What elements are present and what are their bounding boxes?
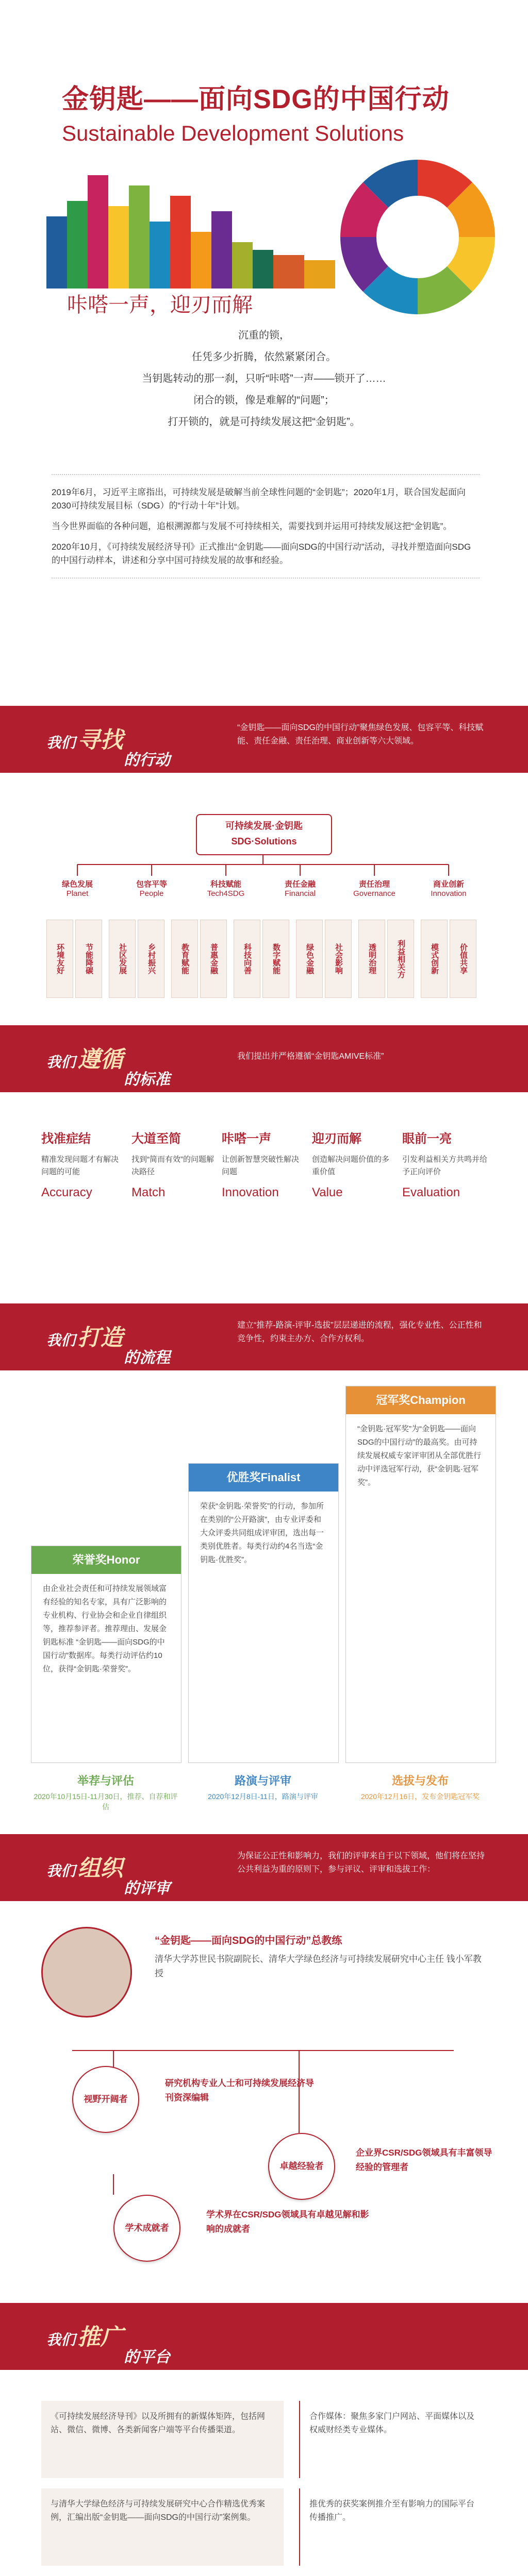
hero-title-en: Sustainable Development Solutions — [62, 121, 404, 145]
intro-paragraph: 2019年6月，习近平主席指出，可持续发展是破解当前全球性问题的“金钥匙”；2020年1月，联合国发起面向2030可持续发展目标（SDG）的“行动十年”计划。 — [52, 487, 466, 511]
poem-line: 闭合的锁，像是难解的“问题”； — [193, 395, 335, 406]
category-tile: 数字赋能 — [262, 920, 289, 998]
coach-title: “金钥匙——面向SDG的中国行动”总教练 — [155, 1935, 342, 1946]
award-champion: 冠军奖Champion “金钥匙·冠军奖”为“金钥匙——面向SDG的中国行动”的最高奖。由可持续发展权威专家评审团从全部优胜行动中评选冠军行动，获“金钥匙·冠军奖”。 — [345, 1386, 496, 1763]
sdg-ring-key-icon — [325, 144, 510, 330]
hero — [0, 0, 528, 515]
judge-connector-lines — [62, 2040, 474, 2226]
platform-right-2: 推优秀的获奖案例推介至有影响力的国际平台传播推广。 — [299, 2488, 485, 2566]
category-tech: 科技赋能 Tech4SDG — [207, 880, 245, 898]
section-banner-process — [0, 1303, 528, 1370]
criterion-match: 大道至简 找到“简而有效”的问题解决路径 Match — [131, 1132, 214, 1199]
criterion-value: 迎刃而解 创造解决问题价值的多重价值 Value — [312, 1132, 390, 1199]
category-tile: 利益相关方 — [387, 920, 414, 998]
poem-line: 任凭多少折腾，依然紧紧闭合。 — [192, 351, 336, 363]
judge-circle-2: 卓越经验者 — [268, 2133, 335, 2200]
judge-text-3: 学术界在CSR/SDG领域具有卓越见解和影响的成就者 — [206, 2210, 369, 2234]
poem-line: 打开锁的，就是可持续发展这把“金钥匙”。 — [168, 416, 360, 428]
stage-3: 选拔与发布 2020年12月16日，发布金钥匙冠军奖 — [360, 1774, 480, 1801]
category-tile: 环境友好 — [46, 920, 73, 998]
category-financial: 责任金融 Financial — [284, 880, 316, 898]
category-tile: 普惠金融 — [200, 920, 227, 998]
section-banner-standards — [0, 1025, 528, 1092]
judge-circle-1: 视野开阔者 — [72, 2066, 139, 2133]
banner-desc: 建立“推荐-路演-评审-选拔”层层递进的流程，强化专业性、公正性和竞争性，约束主办方、合作方权利。 — [237, 1321, 482, 1343]
category-governance: 责任治理 Governance — [353, 880, 395, 898]
intro-paragraph: 当今世界面临的各种问题，追根溯源都与发展不可持续相关，需要找到并运用可持续发展这把“金钥匙”。 — [52, 521, 452, 531]
category-tile: 透明治理 — [358, 920, 385, 998]
platform-left-2: 与清华大学绿色经济与可持续发展研究中心合作精选优秀案例，汇编出版“金钥匙——面向SDG的中国行动”案例集。 — [41, 2488, 284, 2566]
coach-avatar — [41, 1927, 132, 2018]
banner-title-a: 我们 — [46, 1054, 76, 1070]
criterion-innovation: 咔嗒一声 让创新智慧突破性解决问题 Innovation — [222, 1132, 300, 1199]
banner-title-c: 的流程 — [124, 1349, 170, 1366]
award-finalist: 优胜奖Finalist 荣获“金钥匙·荣誉奖”的行动，参加所在类别的“公开路演”，由专业评委和大众评委共同组成评审团，选出每一类别优胜者。每类行动约4名当选“金钥匙·优胜奖”。 — [188, 1463, 339, 1763]
category-tile: 社会影响 — [325, 920, 352, 998]
hero-title: 金钥匙——面向SDG的中国行动 — [62, 84, 450, 114]
banner-desc: 为保证公正性和影响力，我们的评审来自于以下领域，他们将在坚持公共利益为重的原则下，参与评议、评审和选拔工作： — [237, 1852, 485, 1874]
category-tile: 科技向善 — [234, 920, 260, 998]
coach-info — [155, 1932, 490, 1981]
banner-title-a: 我们 — [46, 1863, 76, 1879]
banner-title-c: 的标准 — [124, 1071, 170, 1088]
banner-title-a: 我们 — [46, 1332, 76, 1348]
banner-desc: “金钥匙——面向SDG的中国行动”聚焦绿色发展、包容平等、科技赋能、责任金融、责任治理、商业创新等六大领域。 — [237, 723, 484, 745]
tree-root: 可持续发展·金钥匙 SDG·Solutions — [196, 814, 332, 855]
intro — [52, 464, 480, 589]
award-honor: 荣誉奖Honor 由企业社会责任和可持续发展领域富有经验的知名专家，具有广泛影响的专业机构、行业协会和企业自律组织等，推荐参评者。推荐理由、发展金钥匙标准 “金钥匙——面向SDG的中国行动”数据库。每类行动评估约10位，获得“金钥匙·荣誉奖”。 — [31, 1546, 182, 1763]
category-tile: 价值共享 — [450, 920, 476, 998]
banner-title-a: 我们 — [46, 2332, 76, 2348]
banner-title-b: 组织 — [77, 1856, 123, 1881]
criterion-accuracy: 找准症结 精准发现问题才有解决问题的可能 Accuracy — [41, 1132, 119, 1199]
tree-lines — [46, 855, 480, 876]
category-tile: 模式创新 — [421, 920, 448, 998]
banner-title-a: 我们 — [46, 735, 76, 751]
intro-paragraph: 2020年10月，《可持续发展经济导刊》正式推出“金钥匙——面向SDG的中国行动”活动，寻找并塑造面向SDG的中国行动样本，讲述和分享中国可持续发展的故事和经验。 — [52, 542, 471, 565]
section-banner-judges — [0, 1834, 528, 1901]
sdg-bars-graphic — [46, 155, 335, 289]
judge-text-2: 企业界CSR/SDG领域具有丰富领导经验的管理者 — [356, 2148, 492, 2172]
judge-text-1: 研究机构专业人士和可持续发展经济导刊资深编辑 — [165, 2078, 314, 2103]
category-tile: 教育赋能 — [171, 920, 198, 998]
divider — [52, 474, 480, 476]
stage-2: 路演与评审 2020年12月8日-11日，路演与评审 — [208, 1774, 318, 1801]
divider — [52, 578, 480, 579]
banner-title-c: 的平台 — [124, 2349, 170, 2366]
category-innovation: 商业创新 Innovation — [431, 880, 467, 898]
category-tile: 社区发展 — [109, 920, 136, 998]
banner-title-b: 寻找 — [77, 727, 123, 753]
section-banner-actions — [0, 706, 528, 773]
poem-line: 沉重的锁， — [238, 330, 290, 341]
coach-desc: 清华大学苏世民书院副院长、清华大学绿色经济与可持续发展研究中心主任 钱小军教授 — [155, 1954, 482, 1978]
category-planet: 绿色发展 Planet — [61, 880, 93, 898]
poem-line: 当钥匙转动的那一刹，只听“咔嗒”一声——锁开了…… — [142, 373, 386, 384]
hero-poem — [0, 325, 528, 433]
stage-1: 举荐与评估 2020年10月15日-11月30日，推荐、自荐和评估 — [34, 1774, 178, 1811]
platform-left-1: 《可持续发展经济导刊》以及所拥有的新媒体矩阵，包括网站、微信、微博、各类新闻客户端等平台传播渠道。 — [41, 2401, 284, 2478]
category-tile: 乡村振兴 — [138, 920, 164, 998]
banner-title-c: 的行动 — [124, 752, 170, 769]
platform-right-1: 合作媒体：聚焦多家门户网站、平面媒体以及权威财经类专业媒体。 — [299, 2401, 485, 2478]
category-tile: 绿色金融 — [296, 920, 323, 998]
banner-title-b: 遵循 — [77, 1047, 123, 1072]
category-people: 包容平等 People — [136, 880, 167, 898]
category-tile: 节能降碳 — [75, 920, 102, 998]
banner-desc: 我们提出并严格遵循“金钥匙AMIVE标准” — [237, 1052, 384, 1061]
judge-circle-3: 学术成就者 — [113, 2195, 180, 2262]
banner-title-b: 打造 — [77, 1325, 123, 1350]
section-banner-platform — [0, 2303, 528, 2370]
hero-subtitle: 咔嗒一声，迎刃而解 — [67, 294, 253, 316]
banner-title-b: 推广 — [77, 2325, 123, 2350]
banner-title-c: 的评审 — [124, 1880, 170, 1897]
criterion-evaluation: 眼前一亮 引发利益相关方共鸣并给予正向评价 Evaluation — [402, 1132, 488, 1199]
